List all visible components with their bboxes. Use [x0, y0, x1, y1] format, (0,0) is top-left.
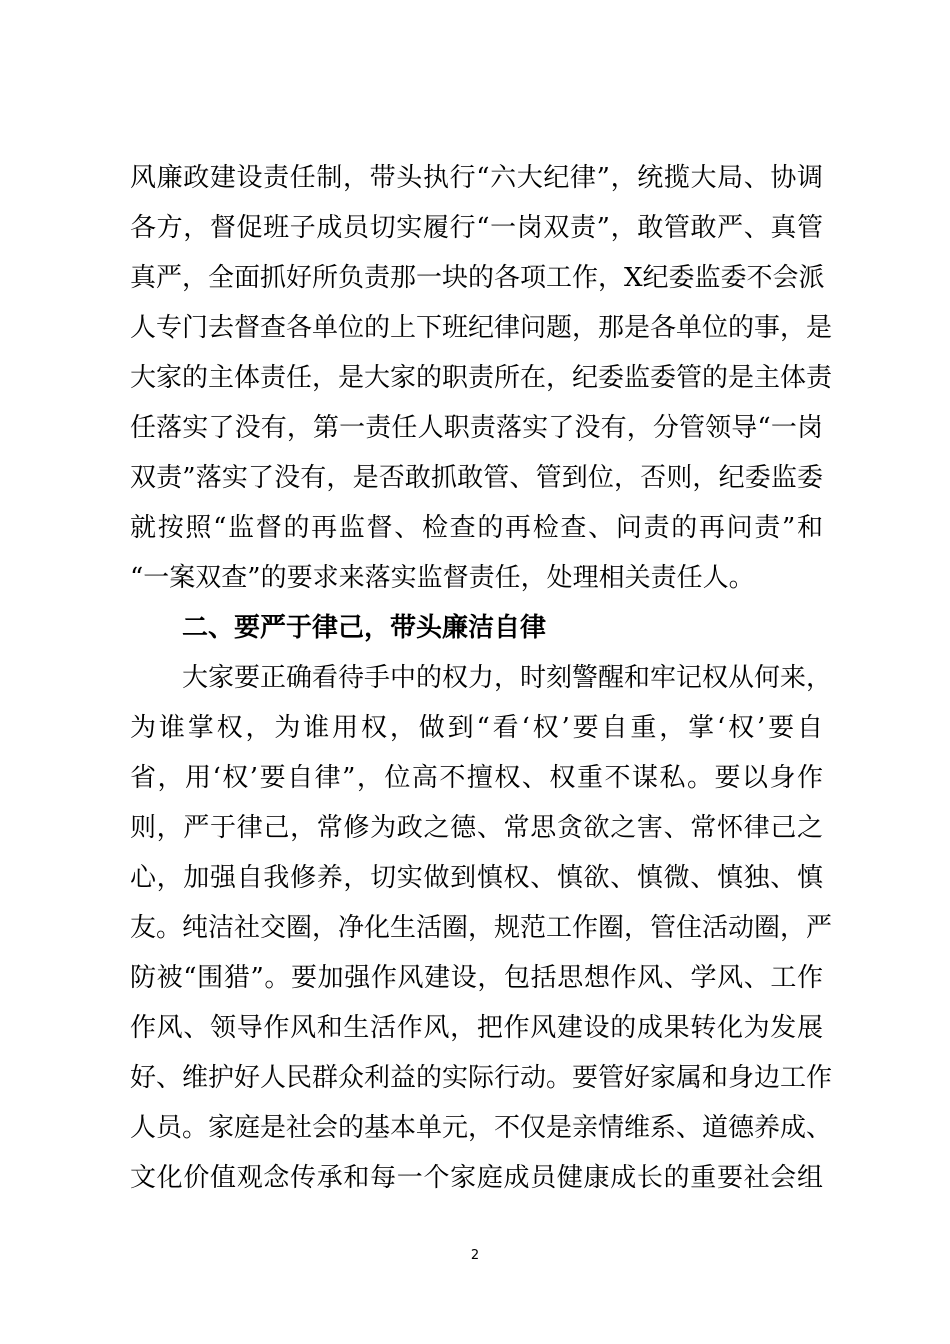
paragraph-1-line-1: 风廉政建设责任制，带头执行“六大纪律”，统揽大局、协调: [130, 163, 823, 193]
paragraph-2-line-4: 则，严于律己，常修为政之德、常思贪欲之害、常怀律己之: [130, 813, 823, 843]
paragraph-1-line-8: 就按照“监督的再监督、检查的再检查、问责的再问责”和: [130, 513, 823, 543]
paragraph-2-line-8: 作风、领导作风和生活作风，把作风建设的成果转化为发展: [130, 1013, 823, 1043]
paragraph-2-line-7: 防被“围猎”。要加强作风建设，包括思想作风、学风、工作: [130, 963, 823, 993]
paragraph-2-line-11: 文化价值观念传承和每一个家庭成员健康成长的重要社会组: [130, 1163, 823, 1193]
paragraph-2-line-10: 人员。家庭是社会的基本单元，不仅是亲情维系、道德养成、: [130, 1113, 833, 1143]
paragraph-1-line-3: 真严，全面抓好所负责那一块的各项工作，X纪委监委不会派: [130, 263, 825, 293]
paragraph-1-line-7: 双责”落实了没有，是否敢抓敢管、管到位，否则，纪委监委: [130, 463, 823, 493]
paragraph-2-line-9: 好、维护好人民群众利益的实际行动。要管好家属和身边工作: [130, 1063, 833, 1093]
paragraph-2-line-2: 为谁掌权，为谁用权，做到“看‘权’要自重，掌‘权’要自: [130, 713, 823, 743]
paragraph-1-line-2: 各方，督促班子成员切实履行“一岗双责”，敢管敢严、真管: [130, 213, 823, 243]
section-heading: 二、要严于律己，带头廉洁自律: [182, 613, 547, 643]
paragraph-1-line-6: 任落实了没有，第一责任人职责落实了没有，分管领导“一岗: [130, 413, 823, 443]
paragraph-2-line-5: 心，加强自我修养，切实做到慎权、慎欲、慎微、慎独、慎: [130, 863, 823, 893]
paragraph-2-line-6: 友。纯洁社交圈，净化生活圈，规范工作圈，管住活动圈，严: [130, 913, 833, 943]
page-number: 2: [470, 1248, 480, 1263]
paragraph-1-line-4: 人专门去督查各单位的上下班纪律问题，那是各单位的事，是: [130, 313, 833, 343]
paragraph-1-line-9: “一案双查”的要求来落实监督责任，处理相关责任人。: [130, 563, 755, 593]
paragraph-2-line-1: 大家要正确看待手中的权力，时刻警醒和牢记权从何来，: [182, 663, 833, 693]
paragraph-1-line-5: 大家的主体责任，是大家的职责所在，纪委监委管的是主体责: [130, 363, 833, 393]
paragraph-2-line-3: 省，用‘权’要自律”，位高不擅权、权重不谋私。要以身作: [130, 763, 823, 793]
